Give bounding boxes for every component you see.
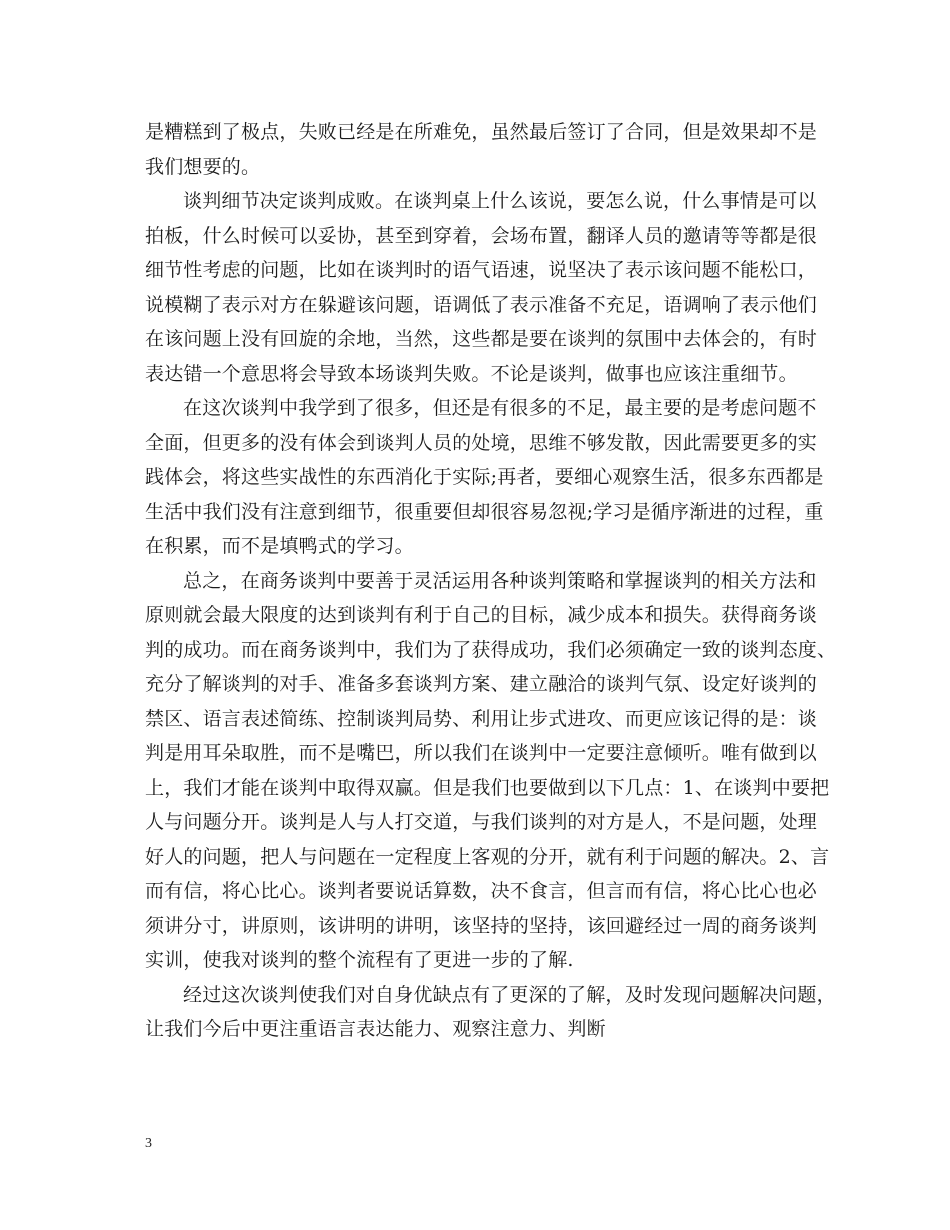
text-line: 须讲分寸，讲原则，该讲明的讲明，该坚持的坚持，该回避经过一周的商务谈判 — [145, 914, 818, 937]
text-line: 在积累，而不是填鸭式的学习。 — [145, 535, 414, 557]
text-line: 判是用耳朵取胜，而不是嘴巴，所以我们在谈判中一定要注意倾听。唯有做到以 — [145, 742, 818, 764]
text-line: 践体会，将这些实战性的东西消化于实际;再者，要细心观察生活，很多东西都是 — [145, 466, 824, 488]
paragraph-first-line: 谈判细节决定谈判成败。在谈判桌上什么该说，要怎么说，什么事情是可以 — [183, 190, 817, 212]
text-line: 充分了解谈判的对手、准备多套谈判方案、建立融洽的谈判气氛、设定好谈判的 — [145, 673, 818, 695]
text-line: 在该问题上没有回旋的余地，当然，这些都是要在谈判的氛围中去体会的，有时 — [145, 328, 818, 350]
text-line: 好人的问题，把人与问题在一定程度上客观的分开，就有利于问题的解决。2、言 — [145, 845, 830, 868]
text-line: 细节性考虑的问题，比如在谈判时的语气语速，说坚决了表示该问题不能松口， — [145, 259, 818, 281]
paragraph-first-line: 在这次谈判中我学到了很多，但还是有很多的不足，最主要的是考虑问题不 — [183, 397, 817, 419]
paragraph-first-line: 经过这次谈判使我们对自身优缺点有了更深的了解，及时发现问题解决问题， — [183, 983, 836, 1006]
text-line: 上，我们才能在谈判中取得双赢。但是我们也要做到以下几点：1、在谈判中要把 — [145, 776, 830, 799]
page-number: 3 — [145, 1136, 152, 1151]
text-line: 我们想要的。 — [145, 155, 261, 178]
paragraph-first-line: 总之，在商务谈判中要善于灵活运用各种谈判策略和掌握谈判的相关方法和 — [183, 569, 817, 592]
text-line: 原则就会最大限度的达到谈判有利于自己的目标，减少成本和损失。获得商务谈 — [145, 604, 818, 626]
text-line: 而有信，将心比心。谈判者要说话算数，决不食言，但言而有信，将心比心也必 — [145, 880, 818, 902]
text-line: 实训，使我对谈判的整个流程有了更进一步的了解. — [145, 949, 574, 971]
text-line: 是糟糕到了极点，失败已经是在所难免，虽然最后签订了合同，但是效果却不是 — [145, 121, 818, 143]
text-line: 人与问题分开。谈判是人与人打交道，与我们谈判的对方是人，不是问题，处理 — [145, 811, 818, 833]
text-line: 让我们今后中更注重语言表达能力、观察注意力、判断 — [145, 1018, 606, 1040]
text-line: 说模糊了表示对方在躲避该问题，语调低了表示准备不充足，语调响了表示他们 — [145, 293, 818, 316]
text-line: 表达错一个意思将会导致本场谈判失败。不论是谈判，做事也应该注重细节。 — [145, 362, 798, 385]
text-line: 禁区、语言表述简练、控制谈判局势、利用让步式进攻、而更应该记得的是：谈 — [145, 707, 818, 730]
document-body — [145, 115, 837, 1047]
text-line: 全面，但更多的没有体会到谈判人员的处境，思维不够发散，因此需要更多的实 — [145, 431, 818, 454]
text-line: 判的成功。而在商务谈判中，我们为了获得成功，我们必须确定一致的谈判态度、 — [145, 638, 837, 661]
text-line: 拍板，什么时候可以妥协，甚至到穿着，会场布置，翻译人员的邀请等等都是很 — [145, 224, 818, 247]
text-line: 生活中我们没有注意到细节，很重要但却很容易忽视;学习是循序渐进的过程，重 — [145, 500, 824, 523]
